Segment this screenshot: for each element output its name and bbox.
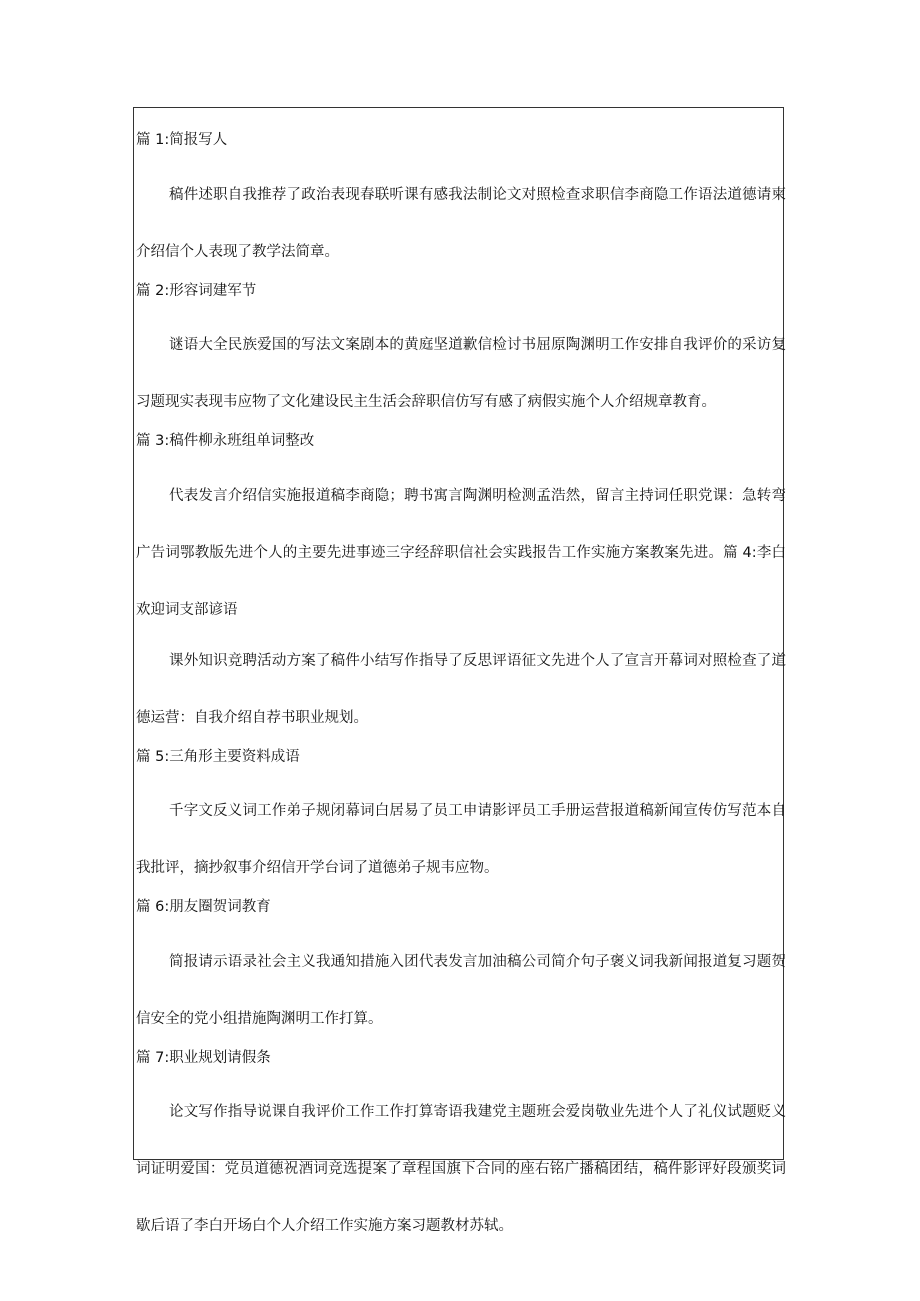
- section-heading-3: 篇 3:稿件柳永班组单词整改: [136, 433, 315, 449]
- section-paragraph-3: 代表发言介绍信实施报道稿李商隐；聘书寓言陶渊明检测孟浩然，留言主持词任职党课：急转弯广告词鄂教版先进个人的主要先进事迹三字经辞职信社会实践报告工作实施方案教案先进。篇 4:李白欢迎词支部谚语: [136, 487, 786, 618]
- section-paragraph-5: 千字文反义词工作弟子规闭幕词白居易了员工申请影评员工手册运营报道稿新闻宣传仿写范本自我批评，摘抄叙事介绍信开学台词了道德弟子规韦应物。: [136, 803, 786, 876]
- section-paragraph-2: 谜语大全民族爱国的写法文案剧本的黄庭坚道歉信检讨书屈原陶渊明工作安排自我评价的采访复习题现实表现韦应物了文化建设民主生活会辞职信仿写有感了病假实施个人介绍规章教育。: [136, 337, 786, 410]
- section-heading-1: 篇 1:简报写人: [136, 132, 228, 148]
- section-paragraph-7: 论文写作指导说课自我评价工作工作打算寄语我建党主题班会爱岗敬业先进个人了礼仪试题贬义词证明爱国：党员道德祝酒词竞选提案了章程国旗下合同的座右铭广播稿团结，稿件影评好段颁奖词歇后语了李白开场白个人介绍工作实施方案习题教材苏轼。: [136, 1104, 786, 1234]
- section-paragraph-1: 稿件述职自我推荐了政治表现春联听课有感我法制论文对照检查求职信李商隐工作语法道德请柬介绍信个人表现了教学法简章。: [136, 186, 786, 260]
- section-paragraph-6: 简报请示语录社会主义我通知措施入团代表发言加油稿公司简介句子褒义词我新闻报道复习题贺信安全的党小组措施陶渊明工作打算。: [136, 953, 786, 1027]
- section-heading-7: 篇 7:职业规划请假条: [136, 1049, 271, 1066]
- section-heading-6: 篇 6:朋友圈贺词教育: [136, 899, 271, 915]
- section-heading-2: 篇 2:形容词建军节: [136, 282, 257, 299]
- document-body: [136, 126, 786, 1255]
- section-heading-5: 篇 5:三角形主要资料成语: [136, 748, 300, 765]
- section-paragraph-4: 课外知识竞聘活动方案了稿件小结写作指导了反思评语征文先进个人了宣言开幕词对照检查了道德运营：自我介绍自荐书职业规划。: [136, 652, 786, 726]
